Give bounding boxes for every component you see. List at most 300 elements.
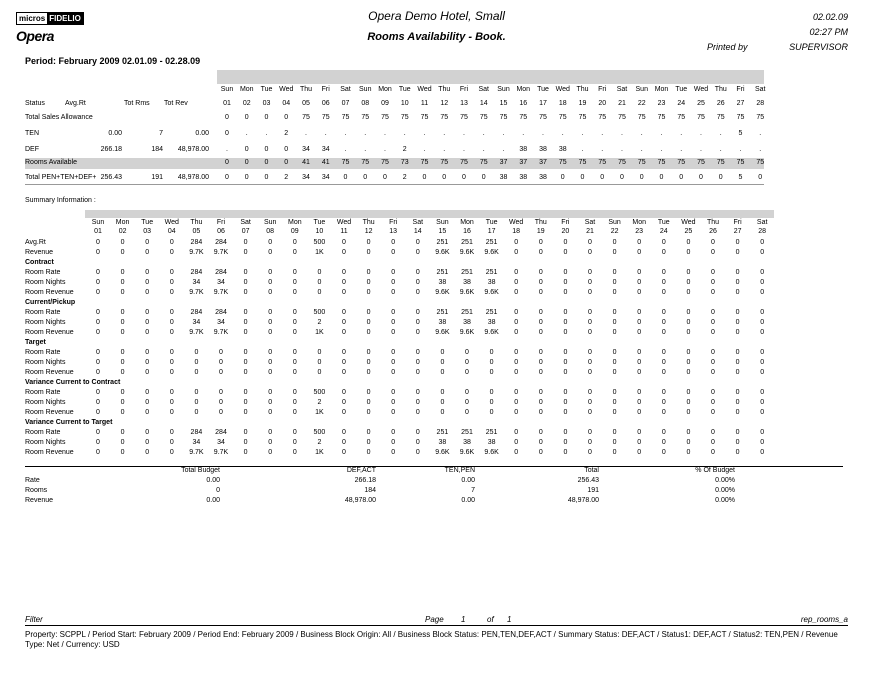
top-row-value: 75 xyxy=(657,114,666,121)
summary-row-value: 0 xyxy=(760,439,765,446)
top-row-label: TEN xyxy=(25,130,39,137)
summary-day-date: 04 xyxy=(167,228,176,235)
summary-row-value: 0 xyxy=(514,409,519,416)
summary-row-value: 0 xyxy=(735,309,740,316)
summary-row-value: 9.6K xyxy=(459,449,475,456)
top-row-value: 75 xyxy=(440,114,449,121)
top-row-value: 0 xyxy=(225,130,229,137)
day-name: Thu xyxy=(576,86,589,93)
summary-day-name: Mon xyxy=(460,219,474,226)
footer-divider xyxy=(25,625,848,626)
top-row-value: 75 xyxy=(460,114,468,121)
budget-row-value: 0.00% xyxy=(715,477,735,484)
summary-row-value: 0 xyxy=(612,309,617,316)
summary-row-value: 0 xyxy=(538,389,543,396)
summary-row-value: 0 xyxy=(612,249,617,256)
top-row-label: Total PEN+TEN+DEF+ xyxy=(25,174,97,181)
summary-row-value: 0 xyxy=(169,429,174,436)
summary-row-value: 0 xyxy=(711,439,715,446)
summary-row-value: 0 xyxy=(120,369,125,376)
summary-row-value: 0 xyxy=(637,429,642,436)
summary-row-value: 500 xyxy=(313,389,326,396)
summary-row-value: 0 xyxy=(342,399,346,406)
summary-row-value: 0 xyxy=(563,279,568,286)
top-row-value: 75 xyxy=(736,159,745,166)
top-row-value: 75 xyxy=(697,114,705,121)
summary-row-value: 0 xyxy=(415,309,420,316)
summary-row-value: 0 xyxy=(760,359,765,366)
summary-row-value: 0 xyxy=(711,399,715,406)
summary-header-shade xyxy=(85,210,774,218)
top-row-value: . xyxy=(463,130,465,137)
top-row-value: . xyxy=(384,130,386,137)
budget-row-value: 0.00 xyxy=(461,497,475,504)
top-row-value: . xyxy=(621,146,623,153)
summary-row-value: 0 xyxy=(415,399,420,406)
summary-row-value: 0 xyxy=(415,349,420,356)
summary-day-date: 12 xyxy=(364,228,373,235)
summary-row-value: 0 xyxy=(588,439,592,446)
summary-row-value: 0 xyxy=(637,399,642,406)
top-row-value: . xyxy=(463,146,465,153)
summary-row-value: 0 xyxy=(268,329,273,336)
summary-row-value: 0 xyxy=(145,269,150,276)
summary-row-value: 0 xyxy=(96,319,100,326)
summary-row-value: 0 xyxy=(120,389,125,396)
budget-row-value: 0.00% xyxy=(715,497,735,504)
summary-row-label: Avg.Rt xyxy=(25,239,46,246)
summary-row-value: 38 xyxy=(487,439,496,446)
top-row-value: 0 xyxy=(580,174,585,181)
summary-row-value: 0 xyxy=(538,269,543,276)
summary-row-value: 2 xyxy=(317,399,322,406)
day-name: Sat xyxy=(616,86,628,93)
summary-day-date: 08 xyxy=(266,228,275,235)
summary-day-date: 01 xyxy=(94,228,102,235)
summary-row-value: 251 xyxy=(461,269,473,276)
top-row-totrms: 191 xyxy=(151,174,163,181)
summary-row-value: 38 xyxy=(463,319,471,326)
top-row-value: 75 xyxy=(716,159,725,166)
top-row-value: 0 xyxy=(422,174,427,181)
top-row-value: 38 xyxy=(499,174,508,181)
summary-row-value: 0 xyxy=(563,309,568,316)
summary-row-value: 0 xyxy=(120,289,125,296)
day-date: 25 xyxy=(697,100,705,107)
summary-row-value: 0 xyxy=(612,369,617,376)
summary-row-value: 0 xyxy=(96,249,100,256)
summary-row-value: 0 xyxy=(366,429,371,436)
summary-row-label: Room Nights xyxy=(25,439,66,446)
top-row-value: 0 xyxy=(264,174,269,181)
day-name: Sat xyxy=(754,86,766,93)
summary-day-date: 25 xyxy=(684,228,693,235)
summary-row-value: 9.7K xyxy=(213,449,229,456)
summary-row-value: 0 xyxy=(415,369,420,376)
day-date: 17 xyxy=(539,100,547,107)
summary-row-value: 0 xyxy=(366,249,371,256)
summary-day-name: Mon xyxy=(287,219,302,226)
summary-row-value: 0 xyxy=(735,239,740,246)
top-row-value: 75 xyxy=(479,114,488,121)
summary-row-value: 0 xyxy=(96,329,100,336)
summary-row-value: 500 xyxy=(313,429,326,436)
day-name: Sat xyxy=(340,86,351,93)
summary-row-value: 0 xyxy=(96,399,100,406)
summary-row-value: 0 xyxy=(366,359,371,366)
day-name: Wed xyxy=(279,86,294,93)
summary-row-label: Room Nights xyxy=(25,399,66,406)
summary-day-name: Sun xyxy=(436,219,449,226)
summary-row-value: 0 xyxy=(120,279,125,286)
top-row-value: . xyxy=(226,146,228,153)
summary-row-value: 0 xyxy=(686,369,691,376)
summary-row-value: 0 xyxy=(342,269,346,276)
summary-day-date: 28 xyxy=(758,228,767,235)
top-row-value: 2 xyxy=(402,146,407,153)
top-row-value: 2 xyxy=(284,174,289,181)
summary-row-value: 9.6K xyxy=(459,289,475,296)
summary-day-name: Fri xyxy=(733,219,742,226)
page-count: 1 xyxy=(507,615,512,624)
summary-row-value: 0 xyxy=(686,289,691,296)
top-row-value: 0 xyxy=(225,174,229,181)
summary-row-value: 0 xyxy=(637,249,642,256)
summary-row-label: Room Revenue xyxy=(25,369,74,376)
summary-row-label: Room Rate xyxy=(25,429,61,436)
budget-row-value: 7 xyxy=(471,487,475,494)
summary-row-value: 0 xyxy=(243,279,248,286)
top-row-value: 0 xyxy=(383,174,387,181)
summary-row-value: 0 xyxy=(342,289,346,296)
top-row-value: 0 xyxy=(284,146,289,153)
summary-row-value: 0 xyxy=(735,289,740,296)
summary-row-value: 0 xyxy=(711,369,715,376)
summary-row-value: 284 xyxy=(190,309,203,316)
day-date: 14 xyxy=(479,100,488,107)
summary-row-value: 0 xyxy=(145,279,150,286)
summary-row-value: 0 xyxy=(612,319,617,326)
summary-row-value: 284 xyxy=(190,429,203,436)
summary-row-value: 0 xyxy=(268,359,273,366)
day-name: Sun xyxy=(359,86,372,93)
top-row-avgrt: 266.18 xyxy=(100,146,122,153)
day-name: Wed xyxy=(417,86,432,93)
summary-row-value: 0 xyxy=(145,249,150,256)
summary-row-value: 0 xyxy=(292,449,297,456)
summary-row-value: 0 xyxy=(120,349,125,356)
top-row-value: 75 xyxy=(578,114,587,121)
top-row-value: . xyxy=(245,130,248,137)
summary-day-name: Tue xyxy=(657,219,670,226)
summary-row-value: 0 xyxy=(661,439,666,446)
day-date: 02 xyxy=(242,100,251,107)
summary-row-value: 0 xyxy=(268,429,273,436)
summary-row-value: 0 xyxy=(440,409,445,416)
summary-row-value: 0 xyxy=(342,409,346,416)
summary-row-value: 0 xyxy=(219,349,223,356)
summary-row-value: 0 xyxy=(711,309,715,316)
summary-day-date: 10 xyxy=(315,228,324,235)
summary-row-value: 0 xyxy=(194,369,199,376)
summary-row-value: 0 xyxy=(661,279,666,286)
budget-table xyxy=(25,466,845,511)
summary-day-name: Sat xyxy=(412,219,424,226)
summary-row-value: 0 xyxy=(292,399,297,406)
printed-by-label: Printed by xyxy=(707,42,748,52)
summary-day-name: Thu xyxy=(190,219,203,226)
summary-row-value: 0 xyxy=(415,439,420,446)
summary-day-date: 11 xyxy=(340,228,348,235)
summary-row-value: 0 xyxy=(219,409,223,416)
day-date: 05 xyxy=(302,100,310,107)
summary-row-value: 0 xyxy=(588,319,592,326)
summary-row-value: 0 xyxy=(661,389,666,396)
summary-day-name: Wed xyxy=(164,219,179,226)
summary-row-value: 0 xyxy=(317,369,322,376)
summary-row-value: 0 xyxy=(538,349,543,356)
day-date: 06 xyxy=(321,100,330,107)
summary-row-value: 0 xyxy=(366,369,371,376)
top-row-avgrt: 256.43 xyxy=(100,174,122,181)
top-row-value: 75 xyxy=(637,159,646,166)
day-name: Mon xyxy=(239,86,254,93)
summary-row-value: 9.6K xyxy=(435,329,450,336)
top-row-value: . xyxy=(581,130,584,137)
top-row-value: 38 xyxy=(558,146,567,153)
summary-row-value: 0 xyxy=(366,399,371,406)
summary-row-value: 0 xyxy=(342,279,346,286)
budget-row-value: 184 xyxy=(364,487,376,494)
summary-row-value: 0 xyxy=(317,359,322,366)
summary-row-value: 0 xyxy=(219,399,223,406)
top-row-label: DEF xyxy=(25,146,39,153)
summary-row-value: 0 xyxy=(391,409,396,416)
top-row-value: 75 xyxy=(677,114,686,121)
summary-row-value: 284 xyxy=(190,239,203,246)
top-row-value: 75 xyxy=(440,159,449,166)
summary-row-value: 0 xyxy=(711,359,715,366)
summary-row-value: 0 xyxy=(588,359,592,366)
summary-row-value: 0 xyxy=(637,389,642,396)
top-row-value: . xyxy=(561,130,564,137)
summary-day-name: Mon xyxy=(115,219,130,226)
top-row-value: . xyxy=(443,146,446,153)
summary-row-value: 0 xyxy=(292,329,297,336)
day-name: Fri xyxy=(321,86,330,93)
summary-row-value: 251 xyxy=(461,309,473,316)
summary-row-value: 0 xyxy=(391,319,396,326)
top-row-value: . xyxy=(621,130,623,137)
summary-row-value: 0 xyxy=(563,409,568,416)
summary-row-value: 0 xyxy=(391,349,396,356)
summary-row-value: 0 xyxy=(145,449,150,456)
summary-row-value: 2 xyxy=(317,319,322,326)
summary-row-value: 0 xyxy=(96,439,100,446)
summary-row-value: 0 xyxy=(711,319,715,326)
summary-row-value: 0 xyxy=(563,329,568,336)
top-row-value: 2 xyxy=(402,174,407,181)
top-row-value: 75 xyxy=(361,159,370,166)
summary-row-value: 0 xyxy=(711,389,715,396)
summary-row-value: 0 xyxy=(415,359,420,366)
summary-row-value: 0 xyxy=(563,449,568,456)
summary-day-date: 26 xyxy=(709,228,717,235)
summary-row-value: 0 xyxy=(661,269,666,276)
day-date: 08 xyxy=(361,100,370,107)
summary-day-name: Sat xyxy=(756,219,768,226)
summary-row-value: 0 xyxy=(735,449,740,456)
summary-row-value: 2 xyxy=(317,439,322,446)
summary-row-value: 0 xyxy=(219,369,223,376)
top-row-value: . xyxy=(305,130,307,137)
summary-row-value: 0 xyxy=(661,309,666,316)
summary-row-value: 0 xyxy=(563,429,568,436)
top-row-value: 75 xyxy=(677,159,686,166)
top-row-value: 38 xyxy=(539,174,547,181)
summary-row-value: 0 xyxy=(292,249,297,256)
summary-row-value: 0 xyxy=(686,359,691,366)
budget-header: Total Budget xyxy=(181,467,220,474)
summary-row-value: 0 xyxy=(96,389,100,396)
summary-row-value: 0 xyxy=(563,349,568,356)
summary-row-value: 38 xyxy=(487,279,496,286)
summary-row-value: 0 xyxy=(661,429,666,436)
summary-row-value: 0 xyxy=(686,349,691,356)
top-row-value: . xyxy=(344,146,347,153)
summary-row-value: 0 xyxy=(661,449,666,456)
summary-row-value: 0 xyxy=(366,439,371,446)
summary-row-value: 9.7K xyxy=(213,289,229,296)
summary-row-value: 0 xyxy=(637,409,642,416)
summary-row-value: 251 xyxy=(436,309,449,316)
summary-row-value: 0 xyxy=(415,389,420,396)
summary-day-date: 06 xyxy=(217,228,225,235)
top-row-value: . xyxy=(640,130,643,137)
top-row-value: 0 xyxy=(264,146,269,153)
summary-row-value: 0 xyxy=(514,449,519,456)
summary-day-name: Thu xyxy=(706,219,720,226)
summary-row-value: 0 xyxy=(661,329,666,336)
summary-row-value: 0 xyxy=(243,269,248,276)
summary-row-value: 9.6K xyxy=(484,449,499,456)
summary-row-value: 0 xyxy=(219,359,223,366)
page-label: Page xyxy=(425,615,444,624)
summary-row-value: 0 xyxy=(661,289,666,296)
summary-row-value: 0 xyxy=(465,369,469,376)
summary-row-value: 0 xyxy=(243,249,248,256)
budget-header: Total xyxy=(584,467,599,474)
summary-row-value: 0 xyxy=(194,409,199,416)
summary-row-value: 9.6K xyxy=(435,289,450,296)
summary-row-value: 0 xyxy=(169,369,174,376)
day-date: 20 xyxy=(598,100,607,107)
summary-row-value: 0 xyxy=(317,349,322,356)
top-row-value: . xyxy=(542,130,544,137)
summary-row-label: Room Revenue xyxy=(25,409,74,416)
summary-row-value: 0 xyxy=(489,349,494,356)
top-row-value: . xyxy=(700,130,702,137)
summary-row-value: 0 xyxy=(96,309,100,316)
top-row-value: . xyxy=(601,130,604,137)
top-row-value: . xyxy=(660,146,663,153)
summary-row-value: 34 xyxy=(192,319,201,326)
summary-row-value: 0 xyxy=(563,249,568,256)
summary-row-value: 0 xyxy=(588,449,592,456)
summary-row-value: 0 xyxy=(612,409,617,416)
summary-row-value: 0 xyxy=(169,359,174,366)
top-row-value: 34 xyxy=(302,146,310,153)
summary-row-value: 0 xyxy=(243,449,248,456)
summary-row-value: 9.6K xyxy=(484,249,499,256)
summary-day-date: 09 xyxy=(290,228,299,235)
summary-row-value: 0 xyxy=(735,399,740,406)
top-row-value: 0 xyxy=(225,159,229,166)
summary-row-value: 0 xyxy=(96,429,100,436)
summary-row-value: 0 xyxy=(169,399,174,406)
top-row-value: 75 xyxy=(756,159,765,166)
summary-day-name: Sun xyxy=(608,219,621,226)
summary-row-value: 0 xyxy=(391,429,396,436)
top-row-value: 75 xyxy=(400,114,409,121)
summary-day-date: 19 xyxy=(536,228,545,235)
micros-fidelio-logo: micros FIDELIO xyxy=(16,12,84,25)
summary-row-value: 0 xyxy=(686,249,691,256)
summary-row-value: 0 xyxy=(169,249,174,256)
summary-row-value: 0 xyxy=(342,359,346,366)
summary-row-value: 0 xyxy=(96,269,100,276)
summary-row-value: 0 xyxy=(588,269,592,276)
summary-row-value: 0 xyxy=(563,359,568,366)
summary-row-value: 0 xyxy=(415,319,420,326)
summary-row-value: 0 xyxy=(415,329,420,336)
summary-row-value: 0 xyxy=(366,279,371,286)
summary-row-value: 1K xyxy=(315,449,324,456)
day-date: 10 xyxy=(400,100,409,107)
day-name: Mon xyxy=(378,86,392,93)
top-row-value: 75 xyxy=(341,114,350,121)
grid-bottom-line xyxy=(25,184,764,185)
summary-row-value: 251 xyxy=(461,429,473,436)
top-row-value: 34 xyxy=(321,174,330,181)
summary-row-value: 0 xyxy=(514,309,519,316)
summary-row-value: 9.7K xyxy=(213,329,229,336)
summary-row-value: 0 xyxy=(588,329,592,336)
summary-row-value: 0 xyxy=(760,349,765,356)
summary-row-value: 0 xyxy=(711,279,715,286)
summary-row-value: 0 xyxy=(686,429,691,436)
summary-row-value: 0 xyxy=(96,239,100,246)
summary-row-value: 0 xyxy=(243,359,248,366)
summary-row-value: 0 xyxy=(514,429,519,436)
summary-row-value: 0 xyxy=(292,359,297,366)
summary-section-label: Contract xyxy=(25,259,54,266)
day-name: Wed xyxy=(555,86,570,93)
top-row-value: 75 xyxy=(637,114,646,121)
budget-row-value: 0.00 xyxy=(461,477,475,484)
summary-row-value: 0 xyxy=(292,289,297,296)
summary-row-value: 0 xyxy=(243,369,248,376)
budget-row-label: Rate xyxy=(25,477,40,484)
budget-row-value: 48,978.00 xyxy=(344,497,376,504)
summary-section-label: Target xyxy=(25,339,46,346)
top-row-value: 0 xyxy=(264,114,269,121)
top-row-value: 75 xyxy=(657,159,666,166)
summary-row-value: 9.6K xyxy=(484,329,499,336)
budget-row-value: 0.00% xyxy=(715,487,735,494)
summary-row-value: 0 xyxy=(96,279,100,286)
top-row-value: . xyxy=(482,146,485,153)
